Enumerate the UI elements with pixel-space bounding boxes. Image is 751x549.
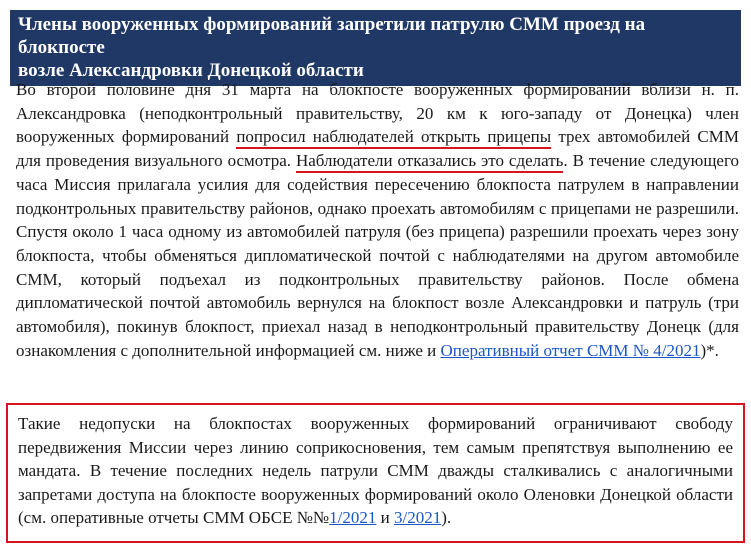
highlight-monitors-refused: Наблюдатели отказались это сделать: [296, 151, 563, 173]
spot-report-link[interactable]: Оперативный отчет СММ № 4/2021: [440, 340, 701, 360]
paragraph-text-1: Во второй половине дня 31 марта на блокпосте вооруженных формирований вблизи н. п. Александровка (неподконтрольный правительству, 20 км к юго-западу от Донецка) член вооруженных формирований: [16, 80, 739, 147]
restriction-notice-box: [6, 403, 745, 543]
highlight-request-open-trailers: попросил наблюдателей открыть прицепы: [236, 127, 551, 149]
paragraph-text-4: )*.: [700, 340, 719, 360]
notice-paragraph: [18, 412, 733, 530]
notice-text-2: ).: [441, 508, 452, 528]
paragraph-text-3: . В течение следующего часа Миссия прилагала усилия для содействия пересечению блокпоста патрулем в направлении подконтрольных правительству районов, однако проехать автомобилям с прицепами не разрешили. Спустя около 1 часа одному из автомобилей патруля (без прицепа) разрешили проехать через зону блокпоста, чтобы обменяться дипломатической почтой с наблюдателями на другом автомобиле СММ, который подъехал из подконтрольных правительству районов. После обмена дипломатической почтой автомобиль вернулся на блокпост возле Александровки и патруль (три автомобиля), покинув блокпост, приехал назад в неподконтрольный правительству Донецк (для ознакомления с дополнительной информацией см. ниже и: [16, 151, 739, 360]
article-title: [10, 10, 741, 86]
notice-text-mid: и: [376, 508, 394, 528]
paragraph-text-2: трех автомобилей СММ для проведения визуального осмотра.: [16, 127, 739, 171]
notice-text-1: Такие недопуски на блокпостах вооруженных формирований ограничивают свободу передвижения Миссии через линию соприкосновения, тем самым препятствуя выполнению ее мандата. В течение последних недель патрули СММ дважды сталкивались с аналогичными запретами доступа на блокпосте вооруженных формирований около Оленовки Донецкой области (см. оперативные отчеты СММ ОБСЕ №№: [18, 414, 733, 528]
main-paragraph: [16, 78, 739, 362]
article-title-line-1: Члены вооруженных формирований запретили патрулю СММ проезд на блокпосте: [18, 14, 646, 58]
report-link-1-2021[interactable]: 1/2021: [329, 508, 377, 528]
report-link-3-2021[interactable]: 3/2021: [393, 508, 442, 528]
article-title-line-2: возле Александровки Донецкой области: [18, 60, 364, 81]
